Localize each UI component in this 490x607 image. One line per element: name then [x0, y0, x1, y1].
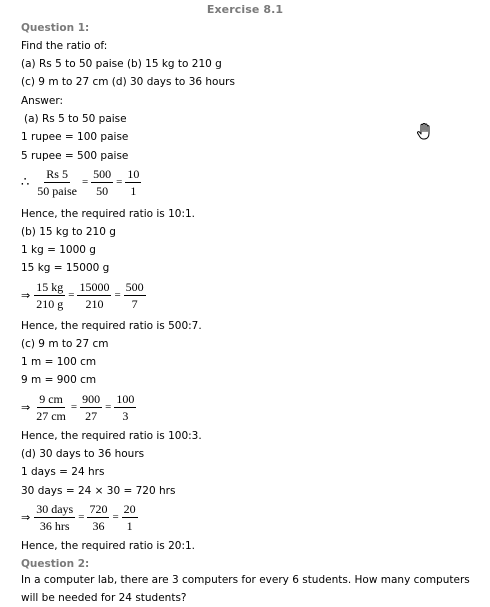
- equals-sign: =: [68, 289, 75, 301]
- fraction: [125, 167, 141, 198]
- fraction: [114, 392, 136, 423]
- q2-text: In a computer lab, there are 3 computers for every 6 students. How many computers will be needed for 24 students?: [21, 574, 470, 604]
- part-b-line-1: 1 kg = 1000 g: [21, 244, 96, 256]
- part-a-equation: [21, 164, 143, 200]
- numerator: 500: [93, 166, 112, 181]
- fraction: [80, 392, 102, 423]
- part-a-line-2: 5 rupee = 500 paise: [21, 150, 129, 162]
- numerator: 20: [123, 501, 136, 516]
- denominator: 27: [85, 408, 98, 423]
- fraction: [91, 167, 113, 198]
- part-a-result: Hence, the required ratio is 10:1.: [21, 208, 196, 220]
- part-c-result: Hence, the required ratio is 100:3.: [21, 430, 202, 442]
- q1-prompt: Find the ratio of:: [21, 40, 108, 52]
- part-b-result: Hence, the required ratio is 500:7.: [21, 320, 202, 332]
- part-d-line-2: 30 days = 24 × 30 = 720 hrs: [21, 485, 176, 497]
- numerator: 900: [82, 391, 101, 406]
- equals-sign: =: [112, 511, 119, 523]
- part-d-line-1: 1 days = 24 hrs: [21, 466, 105, 478]
- numerator: 500: [125, 279, 144, 294]
- fraction: [124, 280, 146, 311]
- denominator: 210 g: [36, 296, 64, 311]
- denominator: 1: [126, 518, 133, 533]
- part-c-line-2: 9 m = 900 cm: [21, 374, 97, 386]
- numerator: 100: [116, 391, 135, 406]
- denominator: 50: [96, 183, 109, 198]
- exercise-title: Exercise 8.1: [206, 3, 284, 16]
- fraction: [34, 502, 75, 533]
- implies-arrow: ⇒: [21, 510, 31, 524]
- part-d-heading: (d) 30 days to 36 hours: [21, 448, 145, 460]
- implies-arrow: ⇒: [21, 400, 31, 414]
- part-d-equation: [21, 499, 140, 535]
- numerator: Rs 5: [46, 166, 68, 181]
- equals-sign: =: [105, 401, 112, 413]
- numerator: 30 days: [36, 501, 74, 516]
- denominator: 36: [92, 518, 105, 533]
- q1-parts-line-1: (a) Rs 5 to 50 paise (b) 15 kg to 210 g: [21, 58, 222, 70]
- part-b-equation: [21, 277, 148, 313]
- hand-pointer-icon: [416, 123, 432, 141]
- numerator: 9 cm: [39, 391, 63, 406]
- denominator: 7: [131, 296, 138, 311]
- fraction: [35, 167, 79, 198]
- equals-sign: =: [116, 176, 123, 188]
- numerator: 10: [127, 166, 140, 181]
- numerator: 15 kg: [36, 279, 64, 294]
- q1-parts-line-2: (c) 9 m to 27 cm (d) 30 days to 36 hours: [21, 76, 235, 88]
- equals-sign: =: [78, 511, 85, 523]
- equals-sign: =: [81, 176, 89, 188]
- implies-arrow: ⇒: [21, 288, 31, 302]
- part-b-heading: (b) 15 kg to 210 g: [21, 226, 116, 238]
- numerator: 15000: [79, 279, 110, 294]
- denominator: 27 cm: [36, 408, 66, 423]
- fraction: [34, 280, 65, 311]
- denominator: 1: [130, 183, 137, 198]
- question-1-heading: Question 1:: [21, 22, 90, 34]
- part-a-heading: (a) Rs 5 to 50 paise: [24, 113, 127, 125]
- equals-sign: =: [70, 401, 78, 413]
- fraction: [87, 502, 109, 533]
- part-a-line-1: 1 rupee = 100 paise: [21, 131, 129, 143]
- fraction: [34, 392, 68, 423]
- equals-sign: =: [114, 289, 121, 301]
- fraction: [122, 502, 138, 533]
- part-b-line-2: 15 kg = 15000 g: [21, 262, 110, 274]
- answer-label: Answer:: [21, 95, 64, 107]
- question-2-heading: Question 2:: [21, 558, 90, 570]
- denominator: 3: [122, 408, 129, 423]
- numerator: 720: [89, 501, 108, 516]
- part-c-line-1: 1 m = 100 cm: [21, 356, 97, 368]
- fraction: [77, 280, 111, 311]
- part-d-result: Hence, the required ratio is 20:1.: [21, 540, 196, 552]
- part-c-heading: (c) 9 m to 27 cm: [21, 338, 109, 350]
- denominator: 36 hrs: [39, 518, 70, 533]
- therefore-symbol: ∴: [21, 174, 30, 190]
- part-c-equation: [21, 389, 138, 425]
- denominator: 210: [85, 296, 104, 311]
- denominator: 50 paise: [37, 183, 77, 198]
